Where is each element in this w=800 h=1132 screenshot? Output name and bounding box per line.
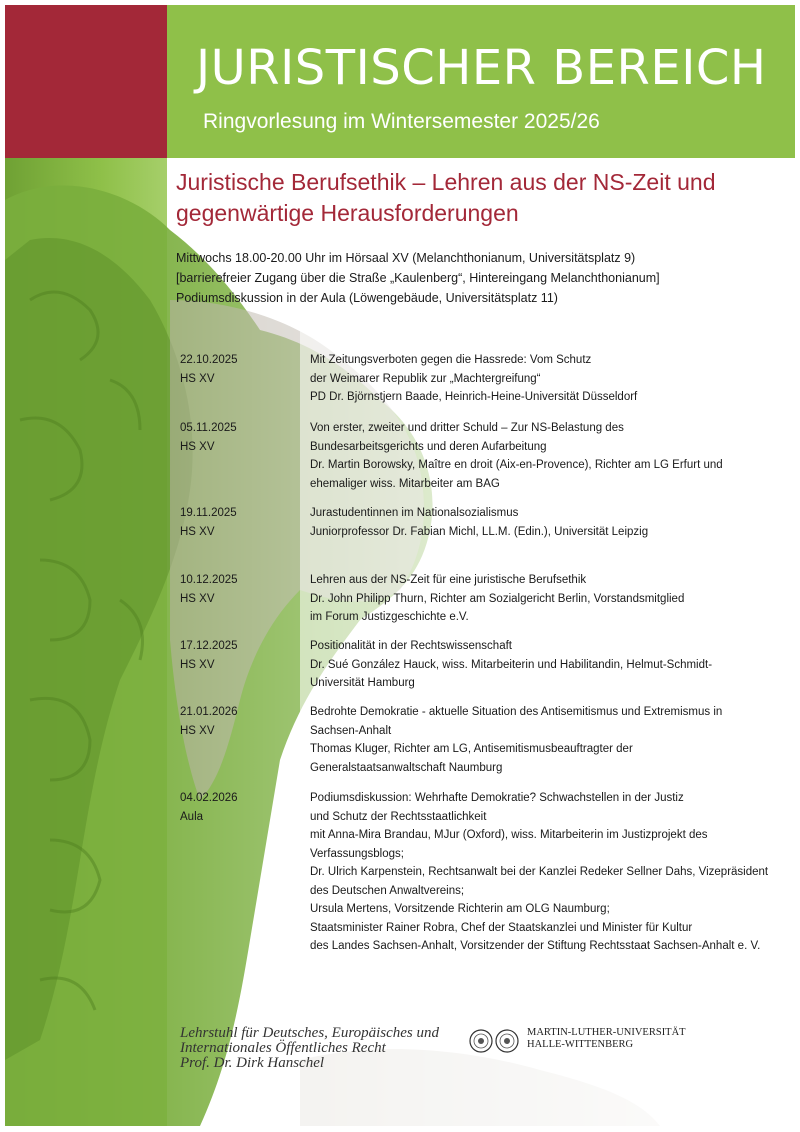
speaker-line: Thomas Kluger, Richter am LG, Antisemitismusbeauftragter der bbox=[310, 743, 633, 755]
lecture-topic-line: Podiumsdiskussion: Wehrhafte Demokratie? Schwachstellen in der Justiz bbox=[310, 792, 684, 804]
lecture-topic-line: Lehren aus der NS-Zeit für eine juristische Berufsethik bbox=[310, 574, 587, 586]
chair-line-3: Prof. Dr. Dirk Hanschel bbox=[180, 1055, 325, 1071]
lecture-topic-line: Bedrohte Demokratie - aktuelle Situation des Antisemitismus und Extremismus in bbox=[310, 706, 723, 718]
venue-info-line-2: [barrierefreier Zugang über die Straße „Kaulenberg“, Hintereingang Melanchthonianum] bbox=[176, 271, 660, 285]
lecture-topic-line: Jurastudentinnen im Nationalsozialismus bbox=[310, 507, 519, 519]
schedule-date: 10.12.2025 bbox=[180, 574, 238, 586]
speaker-line: des Landes Sachsen-Anhalt, Vorsitzender der Stiftung Rechtsstaat Sachsen-Anhalt e. V. bbox=[310, 940, 761, 952]
schedule-date: 21.01.2026 bbox=[180, 706, 238, 718]
university-line-2: HALLE-WITTENBERG bbox=[527, 1039, 634, 1050]
schedule-date-block bbox=[180, 703, 238, 740]
chair-line-1: Lehrstuhl für Deutsches, Europäisches und bbox=[180, 1025, 440, 1041]
speaker-line: Dr. John Philipp Thurn, Richter am Sozialgericht Berlin, Vorstandsmitglied bbox=[310, 592, 685, 605]
schedule-room: HS XV bbox=[180, 592, 215, 605]
schedule-date-block bbox=[180, 637, 238, 674]
speaker-line: Universität Hamburg bbox=[310, 677, 415, 689]
schedule-date: 22.10.2025 bbox=[180, 354, 238, 366]
lecture-topic-line: Mit Zeitungsverboten gegen die Hassrede: Vom Schutz bbox=[310, 354, 592, 366]
lecture-topic-line: der Weimarer Republik zur „Machtergreifung“ bbox=[310, 372, 541, 385]
schedule-date: 19.11.2025 bbox=[180, 507, 237, 519]
speaker-line: Staatsminister Rainer Robra, Chef der Staatskanzlei und Minister für Kultur bbox=[310, 921, 693, 934]
schedule-date-block bbox=[180, 571, 238, 608]
schedule-description bbox=[310, 351, 780, 407]
chair-line-2: Internationales Öffentliches Recht bbox=[180, 1040, 386, 1056]
schedule-room: HS XV bbox=[180, 658, 215, 671]
schedule-room: Aula bbox=[180, 810, 204, 823]
schedule-description bbox=[310, 637, 780, 693]
lecture-series-title bbox=[176, 167, 776, 229]
university-seal-icon bbox=[469, 1028, 521, 1054]
lecture-topic-line: Von erster, zweiter und dritter Schuld – Zur NS-Belastung des bbox=[310, 422, 624, 434]
schedule-description bbox=[310, 504, 780, 541]
lecture-topic-line: Bundesarbeitsgerichts und deren Aufarbeitung bbox=[310, 440, 547, 453]
schedule-room: HS XV bbox=[180, 440, 215, 453]
speaker-line: des Deutschen Anwaltvereins; bbox=[310, 884, 465, 897]
speaker-line: Dr. Sué González Hauck, wiss. Mitarbeiterin und Habilitandin, Helmut-Schmidt- bbox=[310, 658, 713, 671]
schedule-description bbox=[310, 703, 780, 777]
lecture-topic-line: Sachsen-Anhalt bbox=[310, 724, 392, 737]
lecture-topic-line: Positionalität in der Rechtswissenschaft bbox=[310, 640, 512, 652]
schedule-room: HS XV bbox=[180, 724, 215, 737]
schedule-date-block bbox=[180, 504, 237, 541]
schedule-date: 04.02.2026 bbox=[180, 792, 238, 804]
schedule-date-block bbox=[180, 351, 238, 388]
lecture-title-line-2: gegenwärtige Herausforderungen bbox=[176, 200, 519, 226]
chair-info bbox=[180, 1026, 439, 1071]
venue-info bbox=[176, 248, 786, 308]
schedule-room: HS XV bbox=[180, 525, 215, 538]
speaker-line: Verfassungsblogs; bbox=[310, 847, 404, 860]
speaker-line: im Forum Justizgeschichte e.V. bbox=[310, 611, 469, 623]
speaker-line: ehemaliger wiss. Mitarbeiter am BAG bbox=[310, 477, 500, 490]
schedule-date-block bbox=[180, 419, 237, 456]
page-subtitle: Ringvorlesung im Wintersemester 2025/26 bbox=[203, 110, 600, 133]
venue-info-line-3: Podiumsdiskussion in der Aula (Löwengebäude, Universitätsplatz 11) bbox=[176, 291, 558, 305]
header-red-block bbox=[5, 5, 167, 158]
schedule-room: HS XV bbox=[180, 372, 215, 385]
schedule-date-block bbox=[180, 789, 238, 826]
university-name bbox=[527, 1027, 686, 1051]
speaker-line: Generalstaatsanwaltschaft Naumburg bbox=[310, 761, 503, 774]
schedule-description bbox=[310, 419, 780, 493]
university-line-1: MARTIN-LUTHER-UNIVERSITÄT bbox=[527, 1027, 686, 1038]
speaker-line: Dr. Martin Borowsky, Maître en droit (Aix-en-Provence), Richter am LG Erfurt und bbox=[310, 459, 723, 471]
speaker-line: mit Anna-Mira Brandau, MJur (Oxford), wiss. Mitarbeiterin im Justizprojekt des bbox=[310, 829, 708, 841]
schedule-description bbox=[310, 789, 780, 956]
speaker-line: PD Dr. Björnstjern Baade, Heinrich-Heine-Universität Düsseldorf bbox=[310, 391, 638, 403]
page-title: JURISTISCHER BEREICH bbox=[196, 40, 767, 96]
speaker-line: Dr. Ulrich Karpenstein, Rechtsanwalt bei der Kanzlei Redeker Sellner Dahs, Vizepräsident bbox=[310, 866, 769, 878]
speaker-line: Ursula Mertens, Vorsitzende Richterin am OLG Naumburg; bbox=[310, 903, 610, 915]
schedule-description bbox=[310, 571, 780, 627]
schedule-date: 05.11.2025 bbox=[180, 422, 237, 434]
venue-info-line-1: Mittwochs 18.00-20.00 Uhr im Hörsaal XV (Melanchthonianum, Universitätsplatz 9) bbox=[176, 251, 636, 265]
lecture-title-line-1: Juristische Berufsethik – Lehren aus der NS-Zeit und bbox=[176, 169, 716, 195]
speaker-line: Juniorprofessor Dr. Fabian Michl, LL.M. (Edin.), Universität Leipzig bbox=[310, 525, 649, 538]
lecture-topic-line: und Schutz der Rechtsstaatlichkeit bbox=[310, 810, 487, 823]
schedule-date: 17.12.2025 bbox=[180, 640, 238, 652]
